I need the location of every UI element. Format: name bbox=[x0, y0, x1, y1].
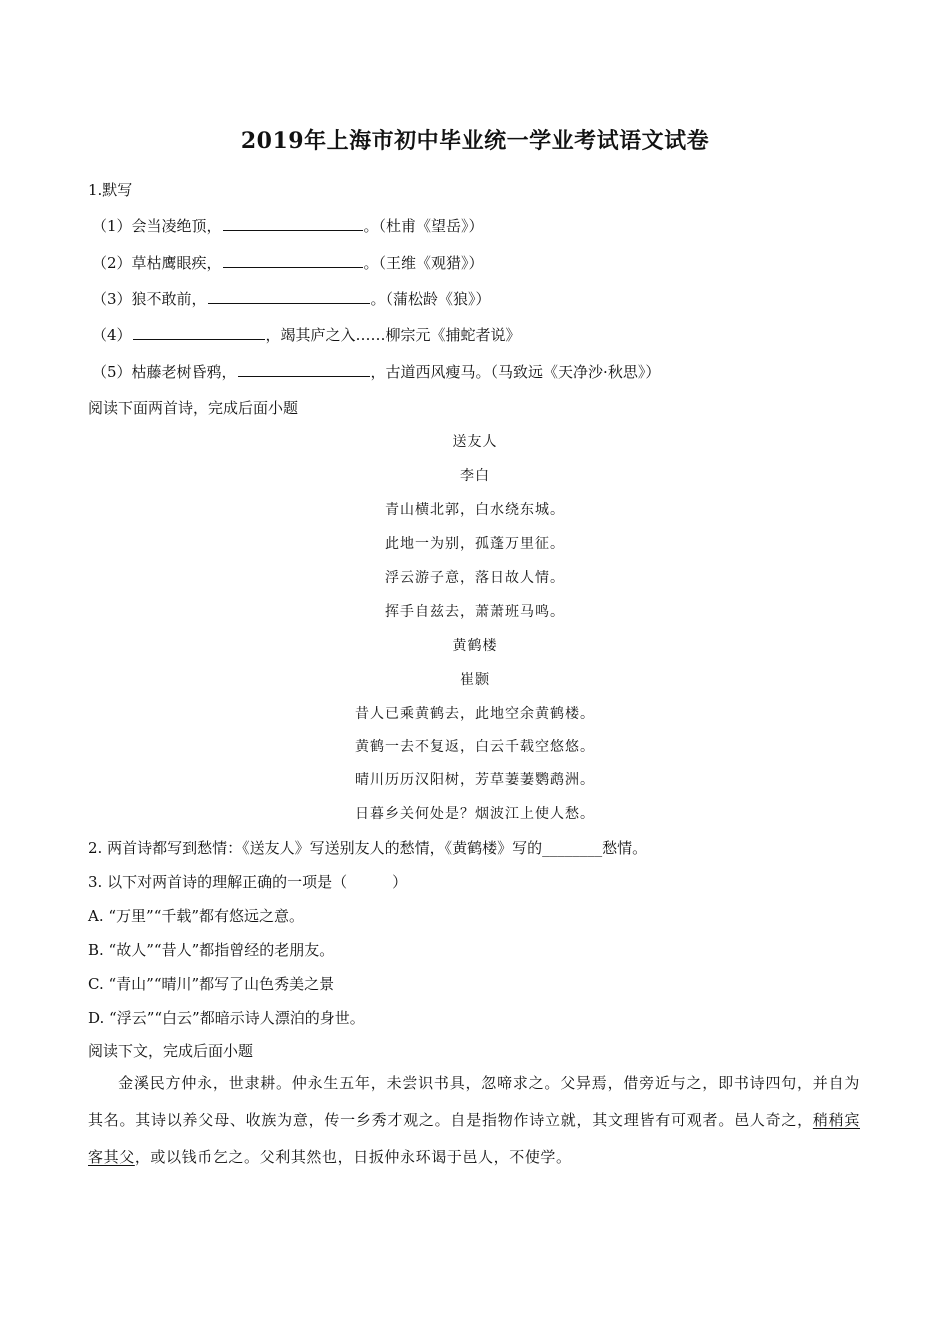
dictation-item-1 bbox=[92, 216, 484, 236]
prose-intro: 阅读下文，完成后面小题 bbox=[88, 1042, 254, 1060]
poem-1-line: 青山横北郭，白水绕东城。 bbox=[385, 502, 565, 518]
dictation-item-2 bbox=[92, 253, 484, 273]
poem-1-author: 李白 bbox=[460, 468, 490, 484]
dictation-item-3-prompt: （3）狼不敢前， bbox=[92, 290, 207, 308]
question-3-option-d[interactable]: D. “浮云”“白云”都暗示诗人漂泊的身世。 bbox=[88, 1009, 365, 1027]
poem-2-title: 黄鹤楼 bbox=[452, 638, 498, 654]
question-3-option-c[interactable]: C. “青山”“晴川”都写了山色秀美之景 bbox=[88, 975, 335, 993]
question-2-tail: 愁情。 bbox=[602, 839, 648, 857]
question-2 bbox=[88, 838, 647, 858]
poems-intro: 阅读下面两首诗，完成后面小题 bbox=[88, 399, 299, 417]
question-2-stem: 2. 两首诗都写到愁情：《送友人》写送别友人的愁情，《黄鹤楼》写的 bbox=[88, 839, 543, 857]
prose-underlined-phrase: 稍稍宾客其父 bbox=[88, 1111, 860, 1166]
poem-2-line: 昔人已乘黄鹤去，此地空余黄鹤楼。 bbox=[355, 706, 595, 722]
dictation-item-5-source: ，古道西风瘦马。（马致远《天净沙·秋思》） bbox=[370, 363, 661, 381]
poem-2-author: 崔颢 bbox=[460, 672, 490, 688]
poem-2-line: 晴川历历汉阳树，芳草萋萋鹦鹉洲。 bbox=[355, 772, 595, 788]
question-3-stem: 3. 以下对两首诗的理解正确的一项是（ ） bbox=[88, 873, 408, 891]
question-3-option-a[interactable]: A. “万里”“千载”都有悠远之意。 bbox=[88, 907, 305, 925]
dictation-item-5-prompt: （5）枯藤老树昏鸦， bbox=[92, 363, 237, 381]
dictation-item-2-prompt: （2）草枯鹰眼疾， bbox=[92, 254, 222, 272]
dictation-item-4-source: ，竭其庐之入……柳宗元《捕蛇者说》 bbox=[265, 326, 521, 344]
prose-passage bbox=[88, 1065, 860, 1176]
question-3-option-b[interactable]: B. “故人”“昔人”都指曾经的老朋友。 bbox=[88, 941, 335, 959]
dictation-item-1-prompt: （1）会当凌绝顶， bbox=[92, 217, 222, 235]
dictation-item-2-source: 。（王维《观猎》） bbox=[363, 254, 484, 272]
prose-text-part-2: ，或以钱币乞之。父利其然也，日扳仲永环谒于邑人，不使学。 bbox=[134, 1148, 572, 1166]
dictation-item-4-prompt: （4） bbox=[92, 326, 132, 344]
dictation-item-1-source: 。（杜甫《望岳》） bbox=[363, 217, 484, 235]
dictation-blank-2[interactable] bbox=[223, 253, 363, 268]
question-2-blank[interactable]: ________ bbox=[542, 839, 603, 857]
dictation-item-5 bbox=[92, 362, 660, 382]
dictation-blank-1[interactable] bbox=[223, 216, 363, 231]
dictation-item-4 bbox=[92, 325, 521, 345]
poem-1-line: 挥手自兹去，萧萧班马鸣。 bbox=[385, 604, 565, 620]
question-1-heading: 1.默写 bbox=[88, 181, 133, 199]
dictation-blank-5[interactable] bbox=[238, 362, 370, 377]
dictation-blank-3[interactable] bbox=[208, 289, 370, 304]
poem-2-line: 黄鹤一去不复返，白云千载空悠悠。 bbox=[355, 739, 595, 755]
prose-text-part-1: 金溪民方仲永，世隶耕。仲永生五年，未尝识书具，忽啼求之。父异焉，借旁近与之，即书诗四句，并自为其名。其诗以养父母、收族为意，传一乡秀才观之。自是指物作诗立就，其文理皆有可观者。邑人奇之， bbox=[88, 1074, 860, 1129]
page-title: 2019年上海市初中毕业统一学业考试语文试卷 bbox=[240, 128, 710, 154]
poem-1-line: 浮云游子意，落日故人情。 bbox=[385, 570, 565, 586]
poem-1-title: 送友人 bbox=[452, 434, 498, 450]
poem-2-line: 日暮乡关何处是？烟波江上使人愁。 bbox=[355, 806, 595, 822]
dictation-item-3-source: 。（蒲松龄《狼》） bbox=[370, 290, 491, 308]
poem-1-line: 此地一为别，孤蓬万里征。 bbox=[385, 536, 565, 552]
dictation-item-3 bbox=[92, 289, 491, 309]
dictation-blank-4[interactable] bbox=[133, 325, 265, 340]
